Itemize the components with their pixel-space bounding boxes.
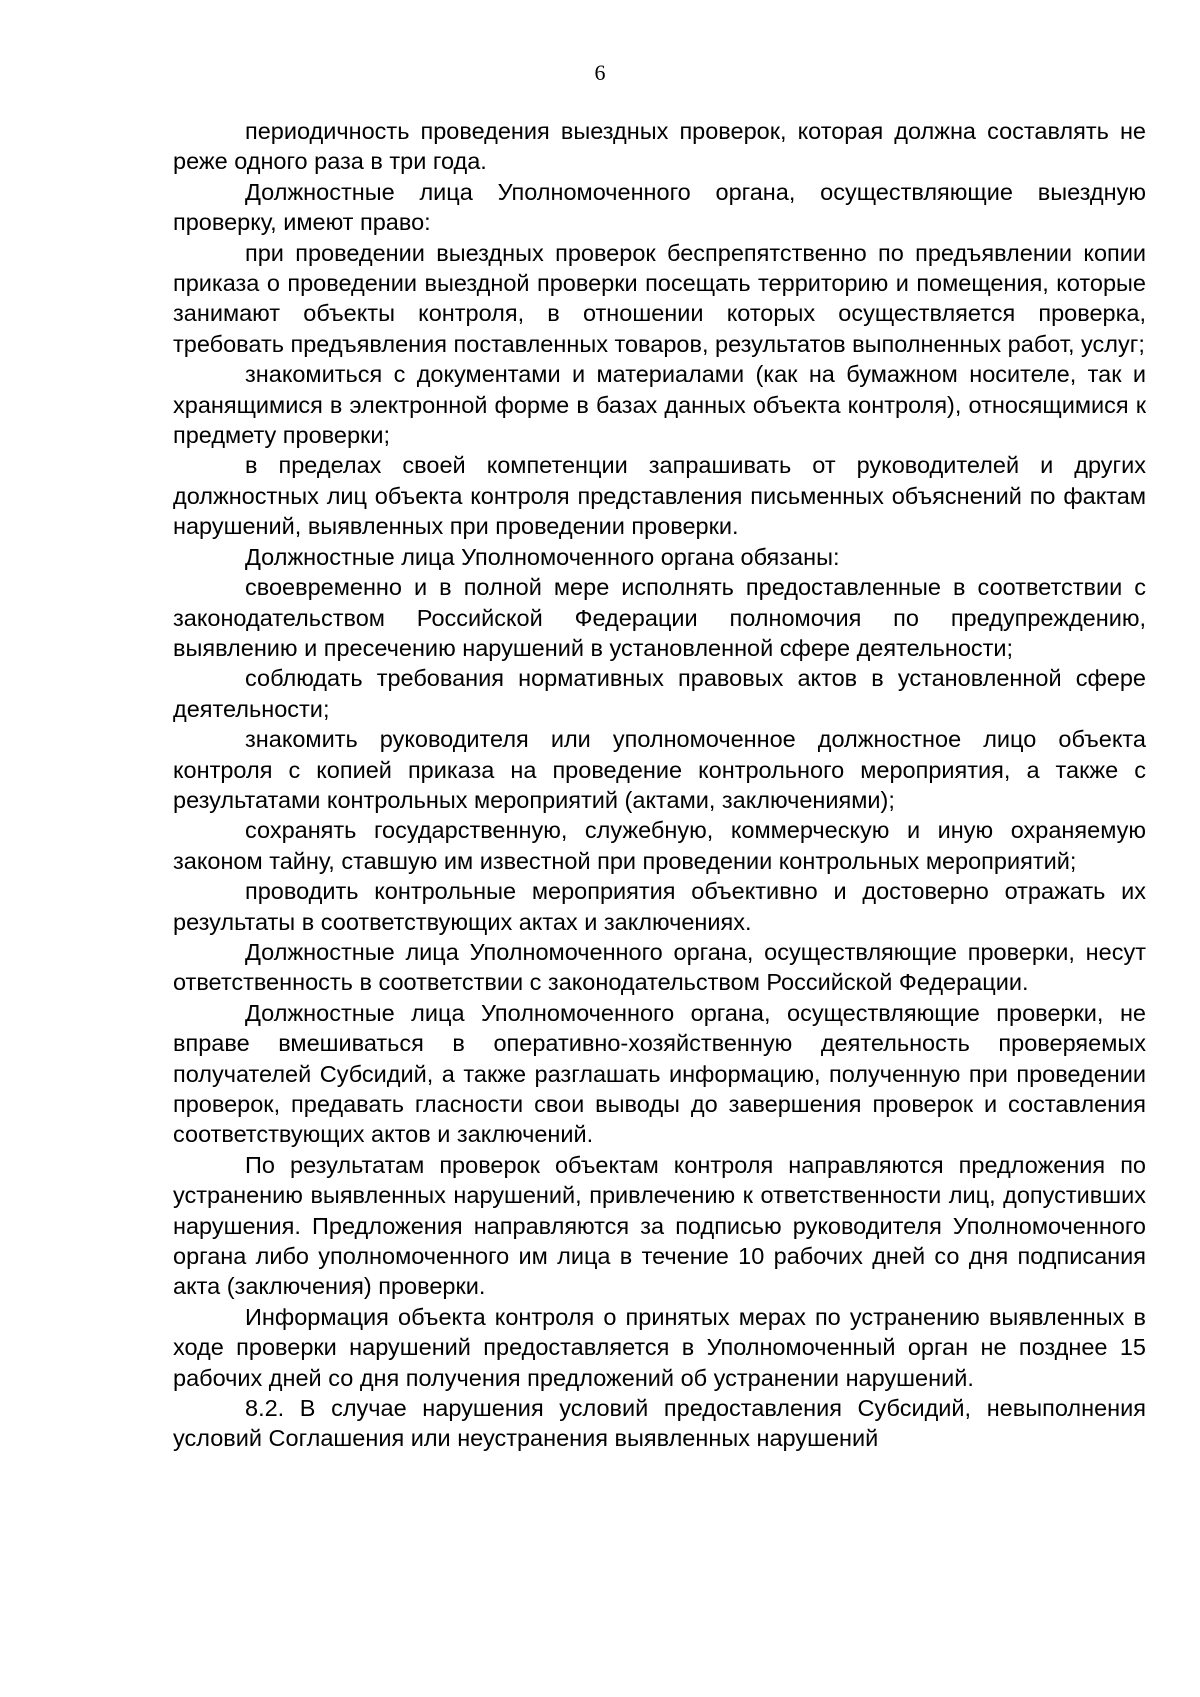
paragraph-right-request-explanations: в пределах своей компетенции запрашивать от руководителей и других должностных лиц объекта контроля представления письменных объяснений по фактам нарушений, выявленных при проведении проверки.: [173, 452, 1146, 540]
paragraph-officials-rights-intro: Должностные лица Уполномоченного органа, осуществляющие выездную проверку, имеют право:: [173, 178, 1146, 236]
paragraph-section-8-2: 8.2. В случае нарушения условий предоставления Субсидий, невыполнения условий Соглашения или неустранения выявленных нарушений: [173, 1395, 1146, 1452]
paragraph-control-object-report: Информация объекта контроля о принятых мерах по устранению выявленных в ходе проверки нарушений предоставляется в Уполномоченный орган не позднее 15 рабочих дней со дня получения предложений об устранении нарушений.: [173, 1303, 1146, 1391]
paragraph-officials-duties-intro: Должностные лица Уполномоченного органа обязаны:: [245, 543, 840, 570]
page-number: 6: [594, 60, 606, 85]
paragraph-duty-inform-manager: знакомить руководителя или уполномоченное должностное лицо объекта контроля с копией приказа на проведение контрольного мероприятия, а также с результатами контрольных мероприятий (актами, заключениями);: [173, 726, 1146, 813]
paragraph-duty-comply-regulations: соблюдать требования нормативных правовых актов в установленной сфере деятельности;: [173, 665, 1146, 722]
paragraph-duty-objective-results: проводить контрольные мероприятия объективно и достоверно отражать их результаты в соответствующих актах и заключениях.: [173, 878, 1146, 935]
paragraph-officials-restrictions: Должностные лица Уполномоченного органа, осуществляющие проверки, не вправе вмешиваться в оперативно-хозяйственную деятельность проверяемых получателей Субсидий, а также разглашать информацию, полученную при проведении проверок, предавать гласности свои выводы до завершения проверок и составления соответствующих актов и заключений.: [173, 999, 1146, 1148]
paragraph-inspection-proposals: По результатам проверок объектам контроля направляются предложения по устранению выявленных нарушений, привлечению к ответственности лиц, допустивших нарушения. Предложения направляются за подписью руководителя Уполномоченного органа либо уполномоченного им лица в течение 10 рабочих дней со дня подписания акта (заключения) проверки.: [173, 1151, 1146, 1300]
paragraph-inspection-frequency: периодичность проведения выездных проверок, которая должна составлять не реже одного раза в три года.: [173, 118, 1146, 175]
document-body: [173, 116, 1146, 1454]
paragraph-right-review-documents: знакомиться с документами и материалами (как на бумажном носителе, так и хранящимися в электронной форме в базах данных объекта контроля), относящимися к предмету проверки;: [173, 361, 1146, 449]
paragraph-right-visit-premises: при проведении выездных проверок беспрепятственно по предъявлении копии приказа о проведении выездной проверки посещать территорию и помещения, которые занимают объекты контроля, в отношении которых осуществляется проверка, требовать предъявления поставленных товаров, результатов выполненных работ, услуг;: [173, 239, 1146, 357]
paragraph-officials-liability: Должностные лица Уполномоченного органа, осуществляющие проверки, несут ответственность в соответствии с законодательством Российской Федерации.: [173, 938, 1146, 996]
paragraph-duty-exercise-powers: своевременно и в полной мере исполнять предоставленные в соответствии с законодательством Российской Федерации полномочия по предупреждению, выявлению и пресечению нарушений в установленной сфере деятельности;: [173, 574, 1146, 661]
paragraph-duty-keep-secrets: сохранять государственную, служебную, коммерческую и иную охраняемую законом тайну, ставшую им известной при проведении контрольных мероприятий;: [173, 817, 1146, 874]
